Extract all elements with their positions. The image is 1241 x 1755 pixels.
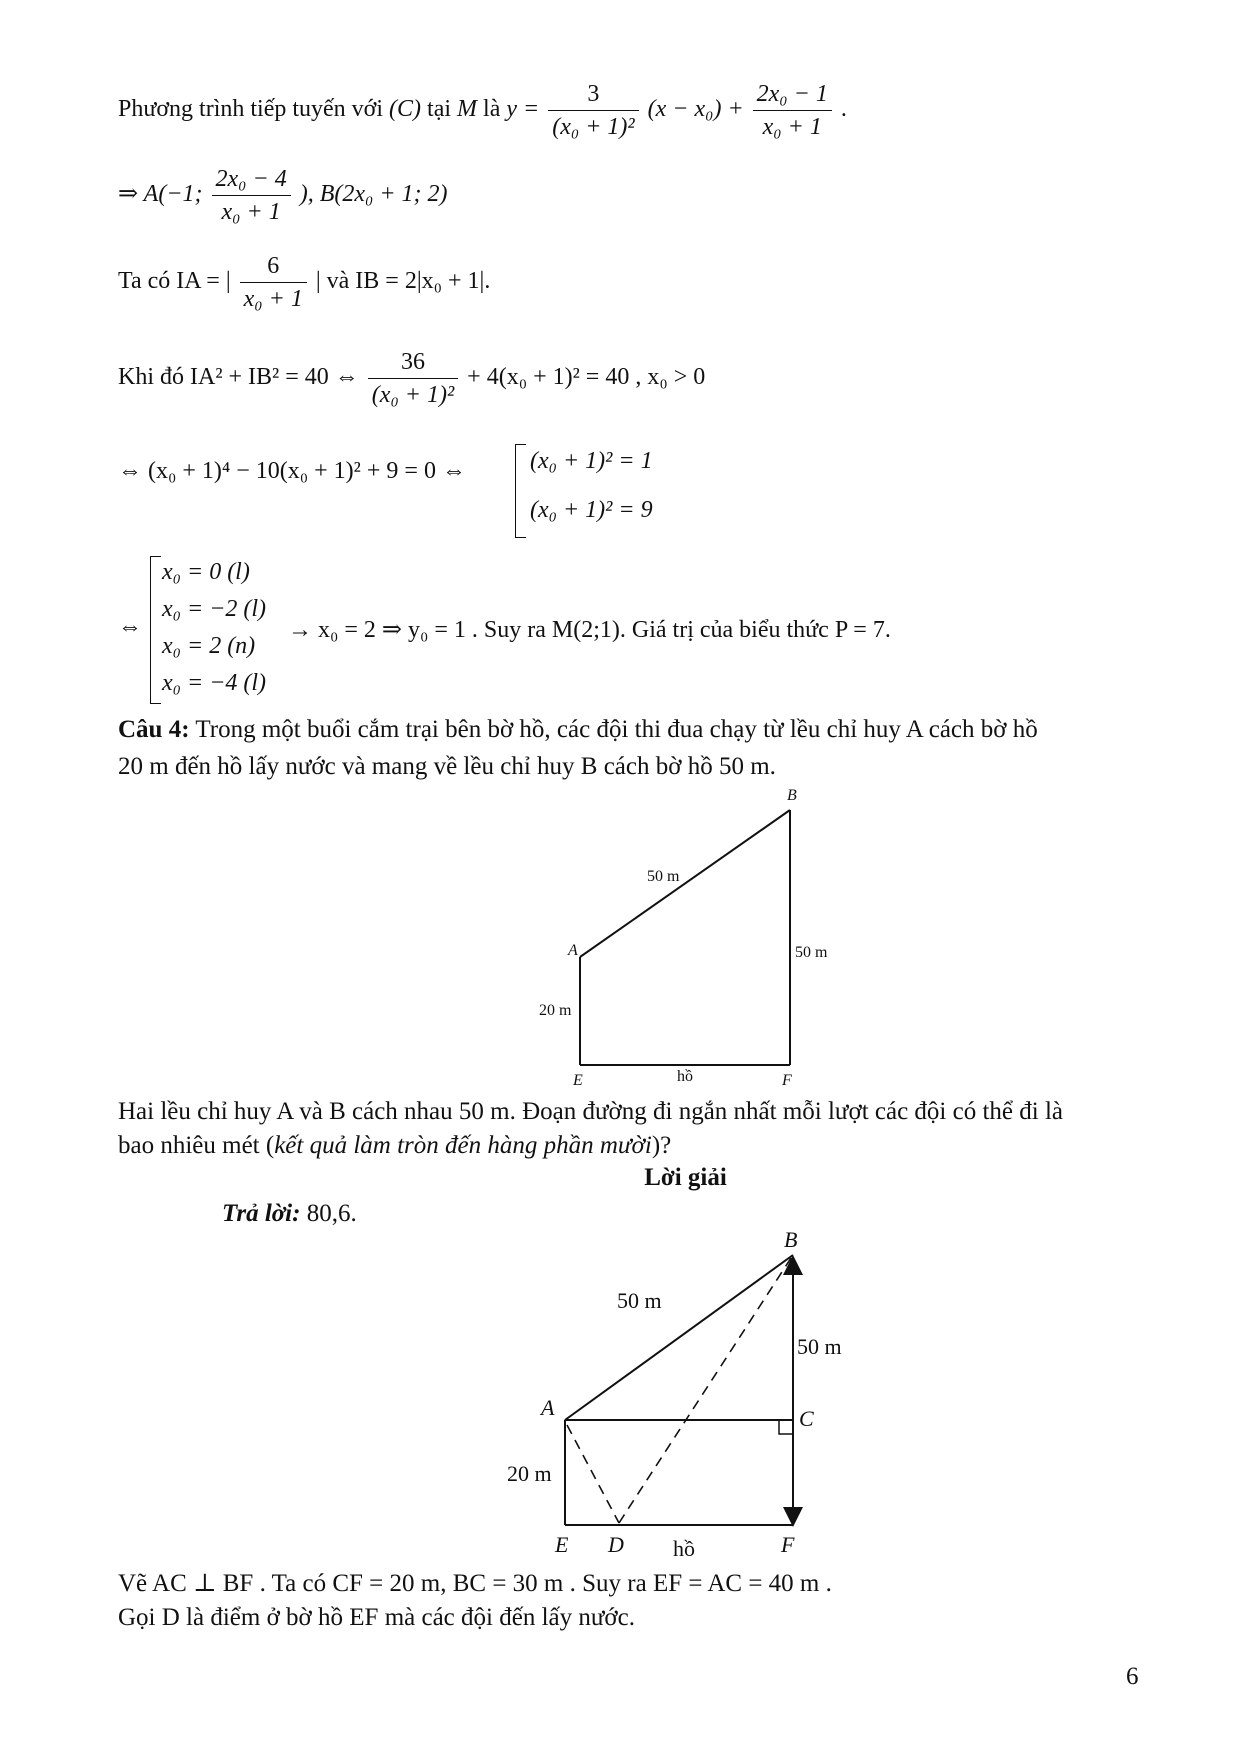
root-three: x₀ = 2 (n): [162, 633, 256, 659]
fraction-denominator: (x₀ + 1)²: [371, 382, 455, 408]
after-text-a: bao nhiêu mét (: [118, 1132, 275, 1159]
fraction-denominator: x₀ + 1: [243, 286, 303, 312]
ia-prefix: Ta có IA = |: [118, 268, 231, 295]
after-text-italic: kết quả làm tròn đến hàng phần mười: [274, 1132, 652, 1159]
label-a: A: [568, 942, 578, 959]
equivalence-arrow: ⇔: [118, 614, 142, 640]
equation-prefix: Khi đó IA² + IB² = 40 ⇔: [118, 364, 359, 391]
word-la: là: [483, 96, 501, 123]
label-e: E: [555, 1532, 569, 1557]
tangent-equation: [118, 78, 847, 143]
label-ae-length: 20 m: [539, 1002, 572, 1019]
answer-label: Trả lời:: [222, 1200, 301, 1227]
segment-ab: [565, 1255, 793, 1420]
answer-line: [222, 1199, 357, 1229]
label-ae-length: 20 m: [507, 1461, 552, 1486]
question-4-line2: 20 m đến hồ lấy nước và mang về lều chỉ huy B cách bờ hồ 50 m.: [118, 753, 776, 780]
fraction-intercept: [753, 78, 832, 143]
case-one: (x₀ + 1)² = 1: [530, 448, 653, 474]
label-f: F: [781, 1532, 795, 1557]
dashed-ad: [567, 1425, 619, 1523]
fraction-denominator: (x₀ + 1)²: [552, 114, 635, 140]
curve-label: (C): [389, 96, 422, 123]
label-d: D: [608, 1532, 624, 1557]
solution-line2: Gọi D là điểm ở bờ hồ EF mà các đội đến lấy nước.: [118, 1604, 635, 1631]
case-bracket: [515, 444, 526, 538]
solution-line1: Vẽ AC ⊥ BF . Ta có CF = 20 m, BC = 30 m . Suy ra EF = AC = 40 m .: [118, 1570, 832, 1597]
label-bf-length: 50 m: [795, 944, 828, 961]
fraction-ia: [240, 250, 307, 315]
question-4-line1: [118, 715, 1038, 745]
fraction-numerator: 6: [240, 250, 307, 283]
period: .: [840, 96, 847, 123]
quartic-equation: [118, 456, 466, 486]
solution-heading: Lời giải: [644, 1164, 727, 1191]
quartic-text: ⇔ (x₀ + 1)⁴ − 10(x₀ + 1)² + 9 = 0 ⇔: [118, 458, 466, 484]
after-text-b: )?: [651, 1132, 672, 1159]
right-angle-mark: [779, 1420, 793, 1434]
fraction-a-y: [212, 163, 291, 228]
fraction-numerator: 2x₀ − 4: [212, 163, 291, 196]
roots-bracket: [150, 556, 161, 704]
label-f: F: [782, 1072, 792, 1089]
case-two: (x₀ + 1)² = 9: [530, 497, 653, 523]
figure-solution-diagram: [495, 1225, 875, 1565]
label-c: C: [799, 1406, 814, 1431]
root-two: x₀ = −2 (l): [162, 596, 267, 622]
ib-text: | và IB = 2|x₀ + 1|.: [315, 268, 491, 295]
answer-value: 80,6.: [306, 1200, 357, 1227]
sum-squares-equation: [118, 346, 705, 411]
point-b-text: ), B(2x₀ + 1; 2): [299, 181, 448, 208]
page-number: 6: [1126, 1663, 1139, 1690]
question-4-after-line2: [118, 1131, 671, 1161]
label-bc-length: 50 m: [797, 1334, 842, 1359]
question-text-1: Trong một buổi cắm trại bên bờ hồ, các đội thi đua chạy từ lều chỉ huy A cách bờ hồ: [195, 716, 1038, 743]
question-label: Câu 4:: [118, 716, 190, 743]
label-b: B: [787, 787, 797, 804]
tangent-lhs: y =: [506, 96, 540, 123]
root-one: x₀ = 0 (l): [162, 559, 250, 585]
figure-camp-diagram: [520, 780, 850, 1095]
fraction-36: [368, 346, 458, 411]
fraction-denominator: x₀ + 1: [221, 199, 281, 225]
label-ab-length: 50 m: [617, 1288, 662, 1313]
equation-suffix: + 4(x₀ + 1)² = 40 , x₀ > 0: [467, 364, 706, 391]
fraction-slope: [548, 78, 638, 143]
ia-ib-line: [118, 250, 490, 315]
fraction-numerator: 2x₀ − 1: [753, 78, 832, 111]
label-a: A: [541, 1395, 555, 1420]
point-a-prefix: ⇒ A(−1;: [118, 181, 203, 208]
segment-ab: [580, 810, 790, 957]
root-four: x₀ = −4 (l): [162, 670, 267, 696]
points-a-b: [118, 163, 448, 228]
label-ab-length: 50 m: [647, 868, 680, 885]
label-lake: hồ: [673, 1536, 695, 1561]
word-at: tại: [427, 96, 452, 123]
point-m: M: [457, 96, 478, 123]
question-4-after-line1: Hai lều chỉ huy A và B cách nhau 50 m. Đoạn đường đi ngắn nhất mỗi lượt các đội có thể đi là: [118, 1098, 1063, 1125]
fraction-numerator: 36: [368, 346, 458, 379]
label-e: E: [573, 1072, 583, 1089]
tangent-middle: (x − x₀) +: [647, 96, 744, 123]
fraction-numerator: 3: [548, 78, 638, 111]
conclusion-text: → x₀ = 2 ⇒ y₀ = 1 . Suy ra M(2;1). Giá trị của biểu thức P = 7.: [288, 617, 891, 643]
label-b: B: [784, 1227, 798, 1252]
fraction-denominator: x₀ + 1: [762, 114, 822, 140]
label-lake: hồ: [677, 1068, 693, 1085]
tangent-prefix: Phương trình tiếp tuyến với: [118, 96, 384, 123]
